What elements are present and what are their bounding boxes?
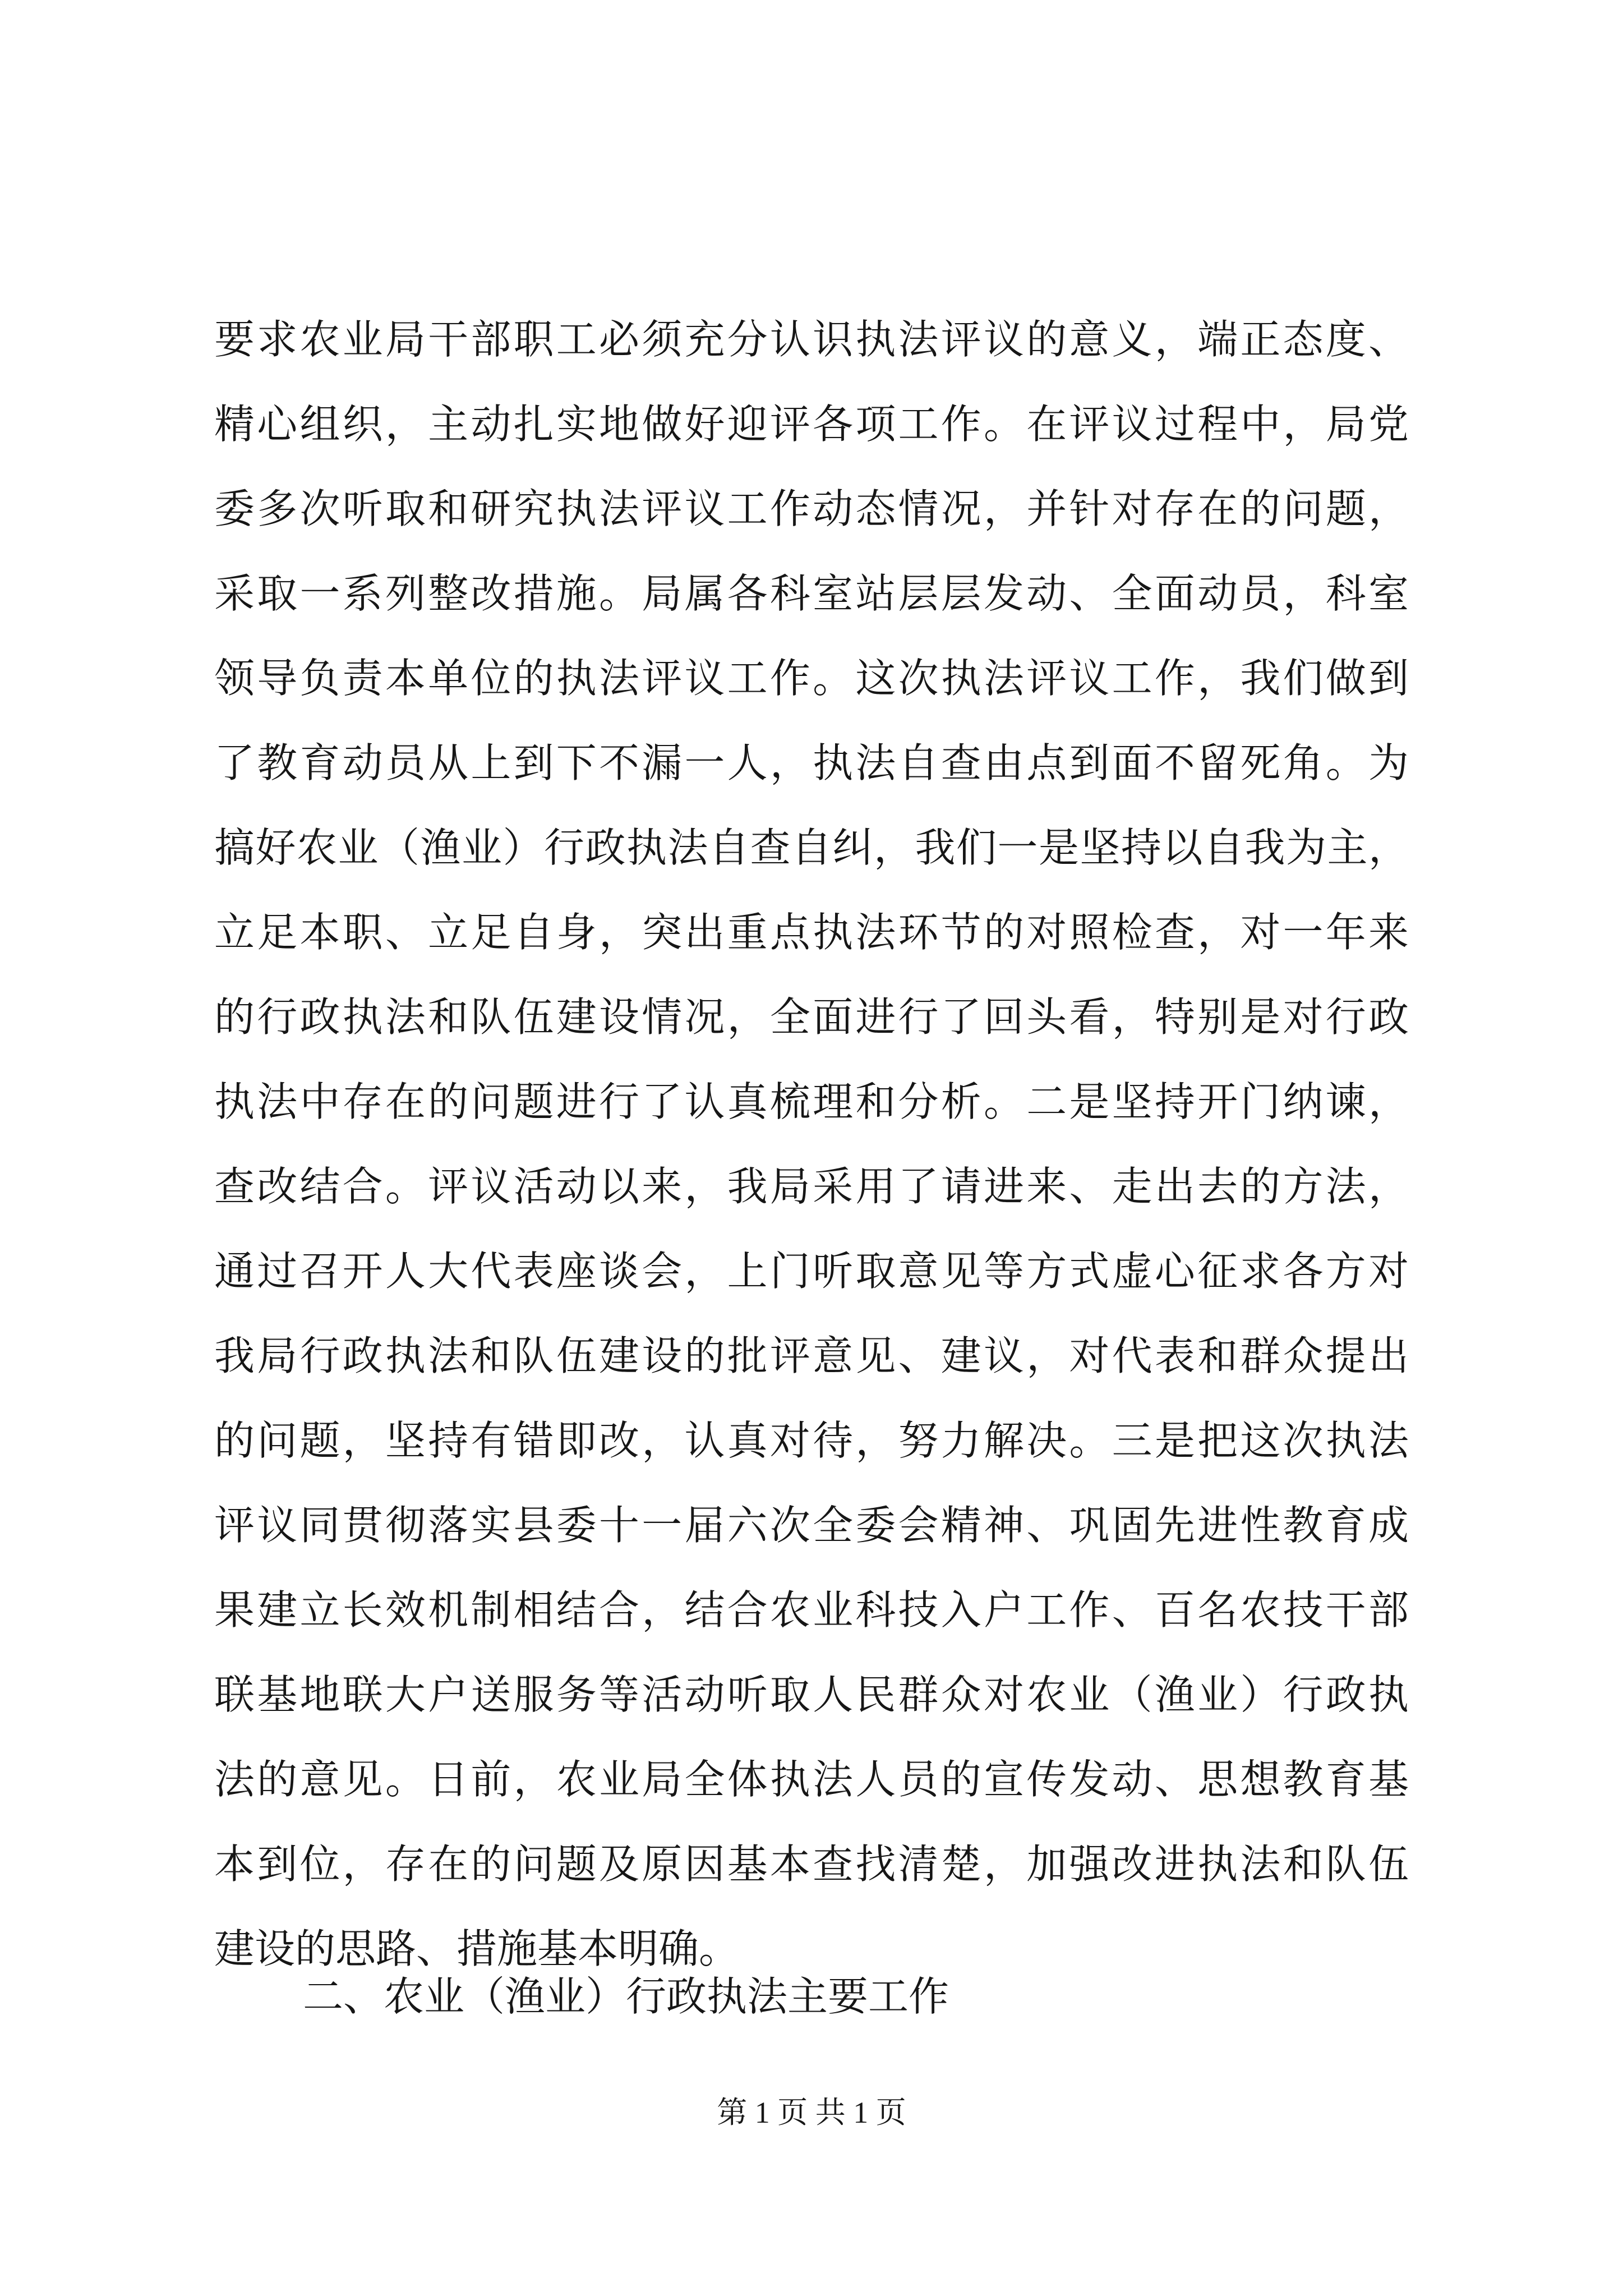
paragraph-line: 联基地联大户送服务等活动听取人民群众对农业（渔业）行政执 — [214, 1671, 1409, 1718]
paragraph-line: 本到位，存在的问题及原因基本查找清楚，加强改进执法和队伍 — [214, 1841, 1409, 1888]
paragraph-line: 查改结合。评议活动以来，我局采用了请进来、走出去的方法， — [214, 1163, 1409, 1210]
paragraph-line: 的问题，坚持有错即改，认真对待，努力解决。三是把这次执法 — [214, 1417, 1409, 1464]
page-footer: 第 1 页 共 1 页 — [717, 2096, 906, 2129]
paragraph-line: 了教育动员从上到下不漏一人，执法自查由点到面不留死角。为 — [214, 739, 1409, 786]
paragraph-line: 我局行政执法和队伍建设的批评意见、建议，对代表和群众提出 — [214, 1332, 1409, 1379]
paragraph-line: 要求农业局干部职工必须充分认识执法评议的意义，端正态度、 — [214, 316, 1409, 363]
body-paragraph — [214, 297, 1409, 1991]
paragraph-line: 建设的思路、措施基本明确。 — [214, 1925, 740, 1972]
paragraph-line: 法的意见。日前，农业局全体执法人员的宣传发动、思想教育基 — [214, 1756, 1409, 1803]
paragraph-line: 领导负责本单位的执法评议工作。这次执法评议工作，我们做到 — [214, 655, 1409, 702]
paragraph-line: 果建立长效机制相结合，结合农业科技入户工作、百名农技干部 — [214, 1586, 1409, 1634]
paragraph-line: 立足本职、立足自身，突出重点执法环节的对照检查，对一年来 — [214, 909, 1409, 956]
paragraph-line: 通过召开人大代表座谈会，上门听取意见等方式虚心征求各方对 — [214, 1248, 1409, 1295]
paragraph-line: 评议同贯彻落实县委十一届六次全委会精神、巩固先进性教育成 — [214, 1502, 1409, 1549]
paragraph-line: 的行政执法和队伍建设情况，全面进行了回头看，特别是对行政 — [214, 993, 1409, 1041]
section-heading: 二、农业（渔业）行政执法主要工作 — [303, 1973, 949, 2020]
paragraph-line: 采取一系列整改措施。局属各科室站层层发动、全面动员，科室 — [214, 570, 1409, 617]
paragraph-line: 搞好农业（渔业）行政执法自查自纠，我们一是坚持以自我为主， — [214, 824, 1409, 871]
paragraph-line: 执法中存在的问题进行了认真梳理和分析。二是坚持开门纳谏， — [214, 1078, 1409, 1125]
paragraph-line: 精心组织，主动扎实地做好迎评各项工作。在评议过程中，局党 — [214, 401, 1409, 448]
paragraph-line: 委多次听取和研究执法评议工作动态情况，并针对存在的问题， — [214, 485, 1409, 532]
